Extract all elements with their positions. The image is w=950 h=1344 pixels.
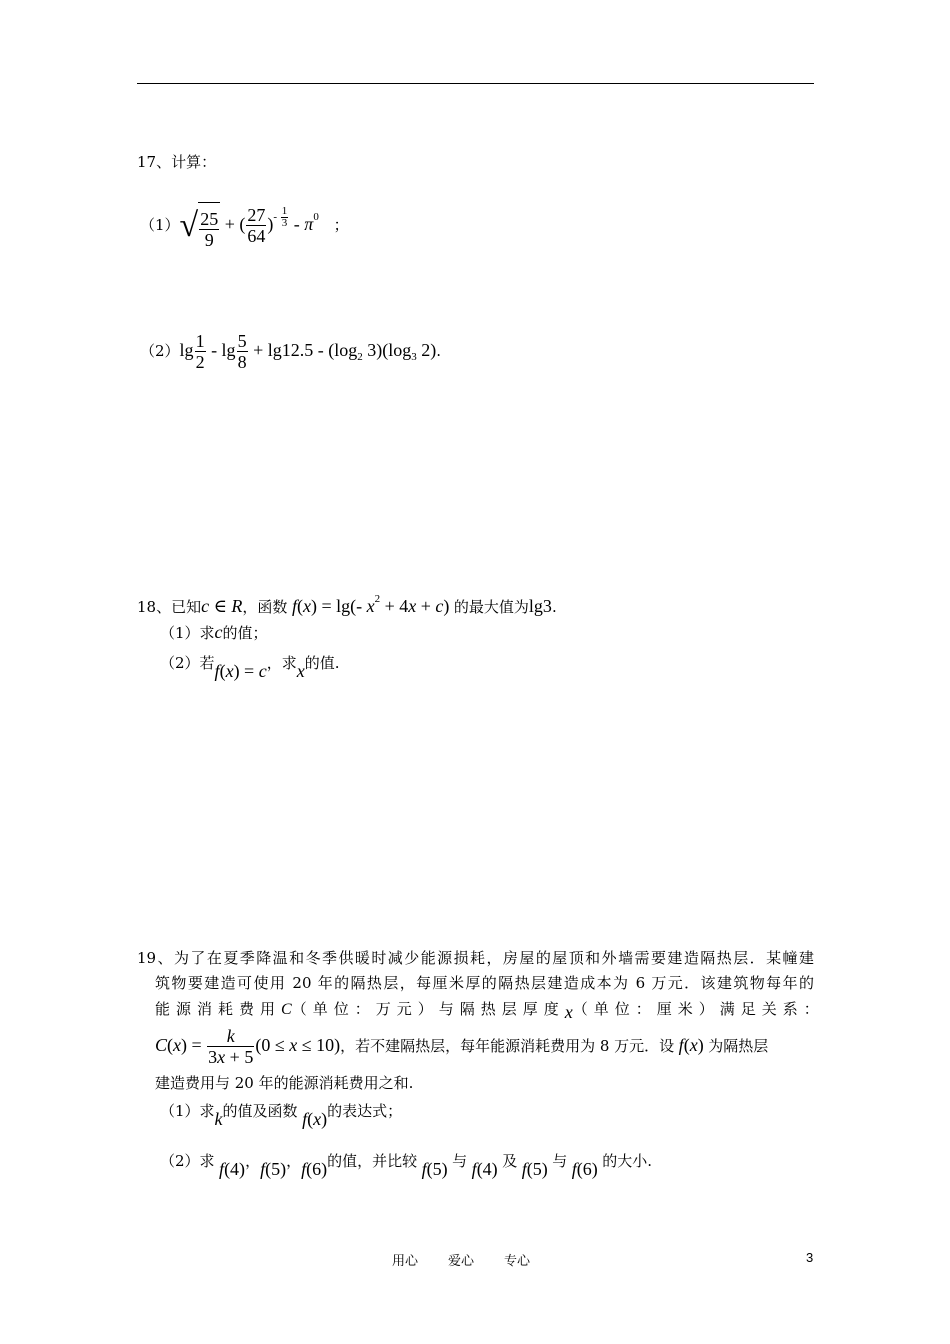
q19-line4 <box>155 1022 814 1068</box>
q19-compare-f5b: f(5) <box>521 1159 553 1179</box>
q19-line4-text-a: ，若不建隔热层，每年能源消耗费用为 8 万元．设 <box>340 1037 675 1055</box>
q19-line1-text: 19、为了在夏季降温和冬季供暖时减少能源损耗，房屋的屋顶和外墙需要建造隔热层．某幢建 <box>137 949 814 967</box>
q19-f6: f(6) <box>301 1159 328 1179</box>
q19-comma-2: ， <box>286 1152 302 1170</box>
q18-stem-text-a: 18、已知 <box>137 598 202 616</box>
q17-part1-expression: √ $\frac{25}{9}$ + ( $\frac{27}{64}$ )$^{- \frac{1}{3}}$ - $\pi^0$ <box>180 214 319 234</box>
q19-part2-text-b: 的值，并比较 <box>327 1152 418 1170</box>
q17-part1-separator: ； <box>333 216 349 234</box>
q19-line3 <box>155 996 825 1022</box>
q19-cost-symbol: C <box>281 1001 292 1018</box>
q19-part1-fx: f(x) <box>302 1109 328 1129</box>
q19-f5: f(5) <box>260 1159 287 1179</box>
q19-line2-text: 筑物要建造可使用 20 年的隔热层，每厘米厚的隔热层建造成本为 6 万元．该建筑物每年的 <box>155 974 814 992</box>
q18-part2-var: x <box>296 661 305 681</box>
q19-line3-text-b: （单位：万元）与隔热层厚度 <box>291 1000 565 1018</box>
q18-stem-end: . <box>551 598 557 616</box>
q19-line3-text-a: 能源消耗费用 <box>155 1000 282 1018</box>
q19-total-function: f(x) <box>678 1035 709 1055</box>
q19-part2-text-a: （2）求 <box>160 1152 215 1170</box>
q19-ji: 及 <box>502 1152 518 1170</box>
q18-part2-equation: f(x) = c <box>214 661 267 681</box>
footer-mid: 爱心 <box>448 1254 475 1269</box>
q17-title: 17、计算： <box>137 153 217 171</box>
q18-max-value: lg3 <box>528 596 552 616</box>
q19-part2 <box>160 1148 652 1182</box>
q19-line3-text-c: （单位：厘米）满足关系： <box>572 1000 825 1018</box>
q19-line4-text-b: 为隔热层 <box>708 1037 769 1055</box>
q19-line1 <box>137 948 814 968</box>
q19-part1-text-a: （1）求 <box>160 1102 215 1120</box>
q19-compare-f4: f(4) <box>471 1159 503 1179</box>
q18-function: f(x) = lg(- $x^2 + 4x + c$) <box>291 593 454 616</box>
q17-part2-label: （2） <box>140 342 180 360</box>
q19-compare-f5a: f(5) <box>421 1159 453 1179</box>
q19-line2 <box>155 973 814 993</box>
q18-stem-text-b: ，函数 <box>242 598 288 616</box>
q18-stem <box>137 587 557 616</box>
q19-yu-2: 与 <box>552 1152 568 1170</box>
q19-part1 <box>160 1098 402 1132</box>
header-rule <box>137 83 814 84</box>
q17-part1-label: （1） <box>140 216 180 234</box>
q18-part2-text-c: 的值. <box>304 654 340 672</box>
q18-stem-text-c: 的最大值为 <box>453 598 529 616</box>
q17-part2-end: . <box>436 342 441 360</box>
q19-cost-formula: C(x) = $\frac{k}{3x + 5}$ (0 ≤ x ≤ 10) <box>155 1026 341 1068</box>
q19-part1-text-c: 的表达式； <box>327 1102 403 1120</box>
q18-part1-text-b: 的值； <box>222 624 268 642</box>
q18-part2 <box>160 650 340 684</box>
q19-part2-end: 的大小. <box>602 1152 653 1170</box>
q19-comma-1: ， <box>245 1152 261 1170</box>
q17-part1 <box>140 194 349 250</box>
q19-line5: 建造费用与 20 年的能源消耗费用之和. <box>155 1074 414 1092</box>
footer-left: 用心 <box>392 1254 419 1269</box>
q19-thickness-var: x <box>564 1002 573 1022</box>
q17-part2 <box>140 327 441 373</box>
q19-part1-k: k <box>214 1109 223 1129</box>
q19-f4: f(4) <box>219 1159 246 1179</box>
footer-right: 专心 <box>504 1254 531 1269</box>
page-number: 3 <box>806 1250 814 1265</box>
q18-condition: c ∈ R <box>201 596 243 616</box>
q19-part1-text-b: 的值及函数 <box>222 1102 298 1120</box>
q18-part1 <box>160 620 268 644</box>
q18-part1-var: c <box>214 622 223 642</box>
q19-yu-1: 与 <box>452 1152 468 1170</box>
q17-part2-expression: lg $\frac{1}{2}$ - lg $\frac{5}{8}$ + $\lg 12.5 - (\log_2$ $3)(\log_3$ 2) <box>179 331 437 373</box>
q18-part2-text-a: （2）若 <box>160 654 215 672</box>
q19-compare-f6: f(6) <box>571 1159 603 1179</box>
q18-part1-text-a: （1）求 <box>160 624 215 642</box>
q18-part2-text-b: ，求 <box>266 654 297 672</box>
